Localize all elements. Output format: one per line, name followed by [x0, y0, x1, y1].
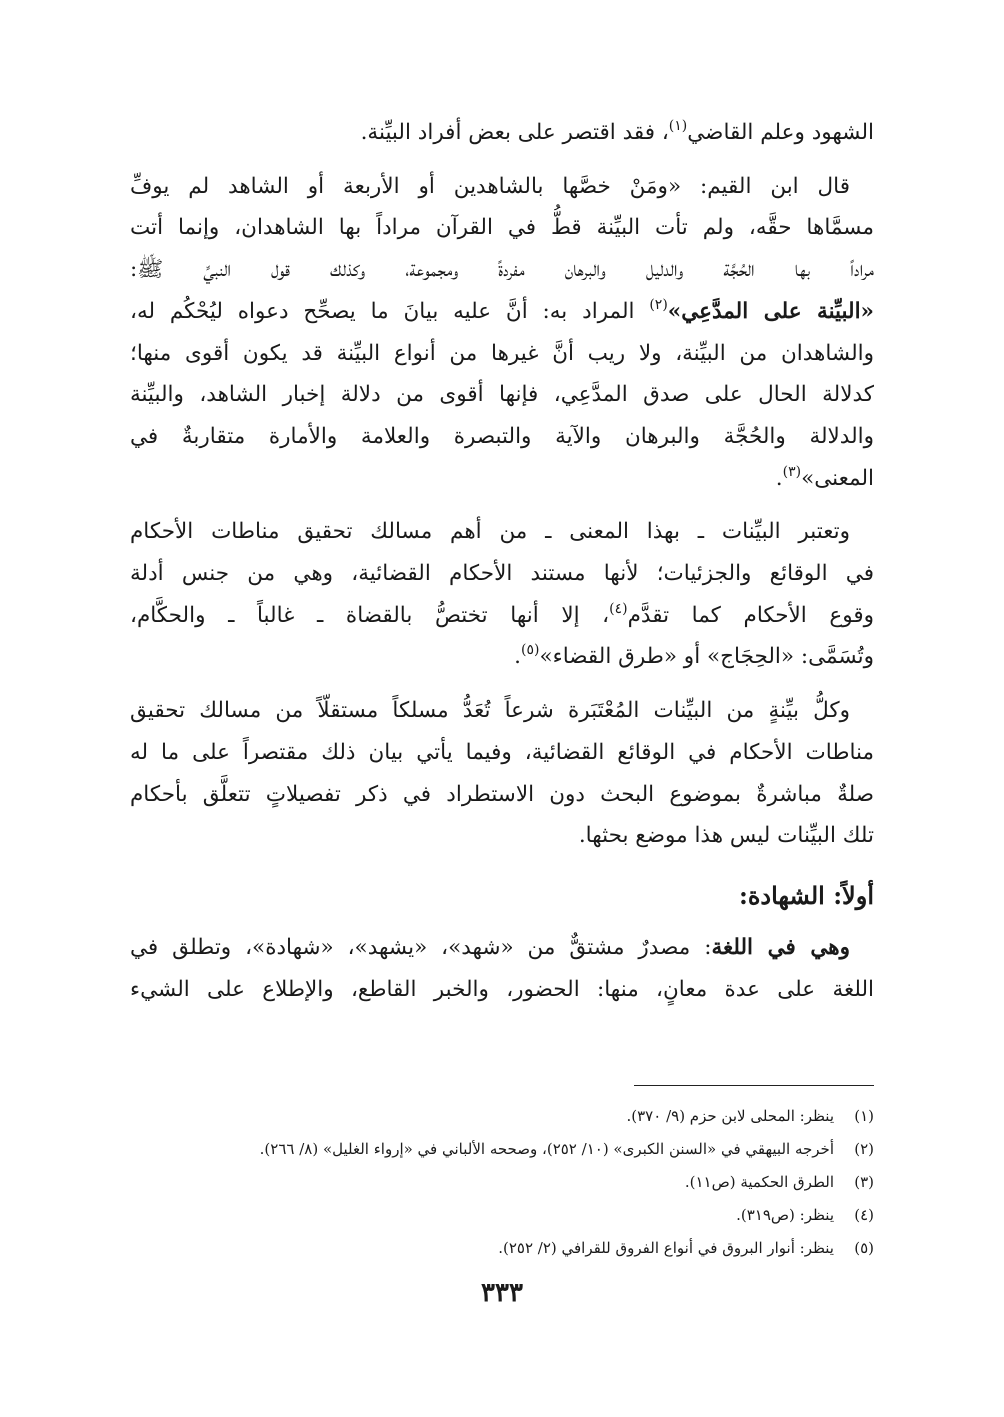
p5-line-2: اللغة على عدة معانٍ، منها: الحضور، والخبر القاطع، والإطلاع على الشيء — [130, 976, 874, 1002]
footnote-number: (٣) — [854, 1173, 874, 1191]
p5-line-1-rest: : مصدرٌ مشتقٌّ من «شهد»، «يشهد»، «شهادة»، وتطلق في — [130, 934, 712, 960]
p5-term: وهي في اللغة — [711, 934, 850, 960]
page-number: ٣٣٣ — [481, 1278, 523, 1308]
p4-line-1: وكلُّ بيِّنةٍ من البيِّنات المُعْتَبَرة شرعاً تُعَدُّ مسلكاً مستقلّاً من مسالك تحقيق — [130, 698, 850, 724]
footnote-number: (٤) — [854, 1206, 874, 1224]
footnote-ref-4: (٤) — [609, 600, 628, 617]
p2-line-3: مراداً بها الحُجَّة والدليل والبرهان مفردةً ومجموعة، وكذلك قول النبيِّ ﷺ: — [130, 257, 874, 283]
paragraph-2 — [130, 166, 874, 500]
footnote-number: (٢) — [854, 1140, 874, 1158]
p3-line-4 — [130, 636, 874, 678]
p4-line-2: مناطات الأحكام في الوقائع القضائية، وفيما يأتي بيان ذلك مقتصراً على ما له — [130, 739, 874, 765]
p3-line-3b: ، إلا أنها تختصُّ بالقضاة ـ غالباً ـ والحكَّام، — [130, 602, 610, 628]
page-body — [130, 112, 874, 1010]
footnote-text: الطرق الحكمية (ص١١). — [684, 1173, 834, 1191]
p2-line-8 — [130, 458, 874, 500]
p4-line-3: صلةٌ مباشرةٌ بموضوع البحث دون الاستطراد في ذكر تفصيلاتٍ تتعلَّق بأحكام — [130, 781, 874, 807]
p4-line-4: تلك البيِّنات ليس هذا موضع بحثها. — [578, 823, 874, 849]
footnote-text: ينظر: (ص٣١٩). — [736, 1206, 834, 1224]
p2-line-5: والشاهدان من البيِّنة، ولا ريب أنَّ غيرها من أنواع البيِّنة قد يكون أقوى منها؛ — [130, 340, 874, 366]
footnote-5 — [130, 1232, 874, 1265]
footnote-1 — [130, 1100, 874, 1133]
p2-line-8-text: المعنى» — [801, 465, 874, 491]
footnote-number: (٥) — [854, 1239, 874, 1257]
p2-line-6: كدلالة الحال على صدق المدَّعِي، فإنها أقوى من دلالة إخبار الشاهد، والبيِّنة — [130, 382, 874, 408]
p3-line-2: في الوقائع والجزئيات؛ لأنها مستند الأحكام القضائية، وهي من جنس أدلة — [130, 561, 874, 587]
footnote-number: (١) — [854, 1107, 874, 1125]
footnote-4 — [130, 1199, 874, 1232]
footnote-separator — [634, 1085, 874, 1086]
paragraph-5 — [130, 927, 874, 1010]
p3-line-4a: وتُسَمَّى: «الحِجَاج» أو «طرق القضاء» — [539, 644, 874, 670]
p3-line-3 — [130, 595, 874, 637]
p2-line-7: والدلالة والحُجَّة والبرهان والآية والتبصرة والعلامة والأمارة متقاربةٌ في — [130, 423, 874, 449]
p5-line-1 — [130, 927, 874, 969]
p1-text-a: الشهود وعلم القاضي — [687, 120, 874, 145]
footnote-text: ينظر: أنوار البروق في أنواع الفروق للقرافي (٢/ ٢٥٢). — [498, 1239, 834, 1257]
p3-line-1: وتعتبر البيِّنات ـ بهذا المعنى ـ من أهم مسالك تحقيق مناطات الأحكام — [130, 519, 850, 545]
p2-line-2: مسمَّاها حقَّه، ولم تأت البيِّنة قطُّ في القرآن مراداً بها الشاهدان، وإنما أتت — [130, 215, 874, 241]
p2-line-8-end: . — [775, 465, 783, 491]
hadith-quote: «البيِّنة على المدَّعِي» — [667, 298, 874, 324]
p2-line-4 — [130, 291, 874, 333]
footnote-3 — [130, 1166, 874, 1199]
p2-line-4-rest: المراد به: أنَّ عليه بيانَ ما يصحِّح دعواه ليُحْكُم له، — [130, 298, 650, 324]
footnote-text: ينظر: المحلى لابن حزم (٩/ ٣٧٠). — [626, 1107, 834, 1125]
footnote-2 — [130, 1133, 874, 1166]
paragraph-4 — [130, 690, 874, 857]
p3-line-3a: وقوع الأحكام كما تقدَّم — [627, 602, 874, 628]
paragraph-1 — [130, 112, 874, 154]
footnote-text: أخرجه البيهقي في «السنن الكبرى» (١٠/ ٢٥٢)، وصححه الألباني في «إرواء الغليل» (٨/ ٢٦٦). — [259, 1140, 834, 1158]
footnote-ref-5: (٥) — [521, 642, 540, 659]
footnotes — [130, 1100, 874, 1265]
footnote-ref-1: (١) — [668, 118, 688, 134]
p2-line-1: قال ابن القيم: «ومَنْ خصَّها بالشاهدين أو الأربعة أو الشاهد لم يوفِّ — [130, 173, 850, 199]
footnote-ref-2: (٢) — [649, 296, 668, 313]
paragraph-3 — [130, 511, 874, 678]
section-heading: أولاً: الشهادة: — [738, 880, 874, 910]
p1-text-b: ، فقد اقتصر على بعض أفراد البيِّنة. — [360, 120, 669, 145]
p3-line-4b: . — [514, 644, 521, 670]
footnote-ref-3: (٣) — [782, 463, 802, 480]
